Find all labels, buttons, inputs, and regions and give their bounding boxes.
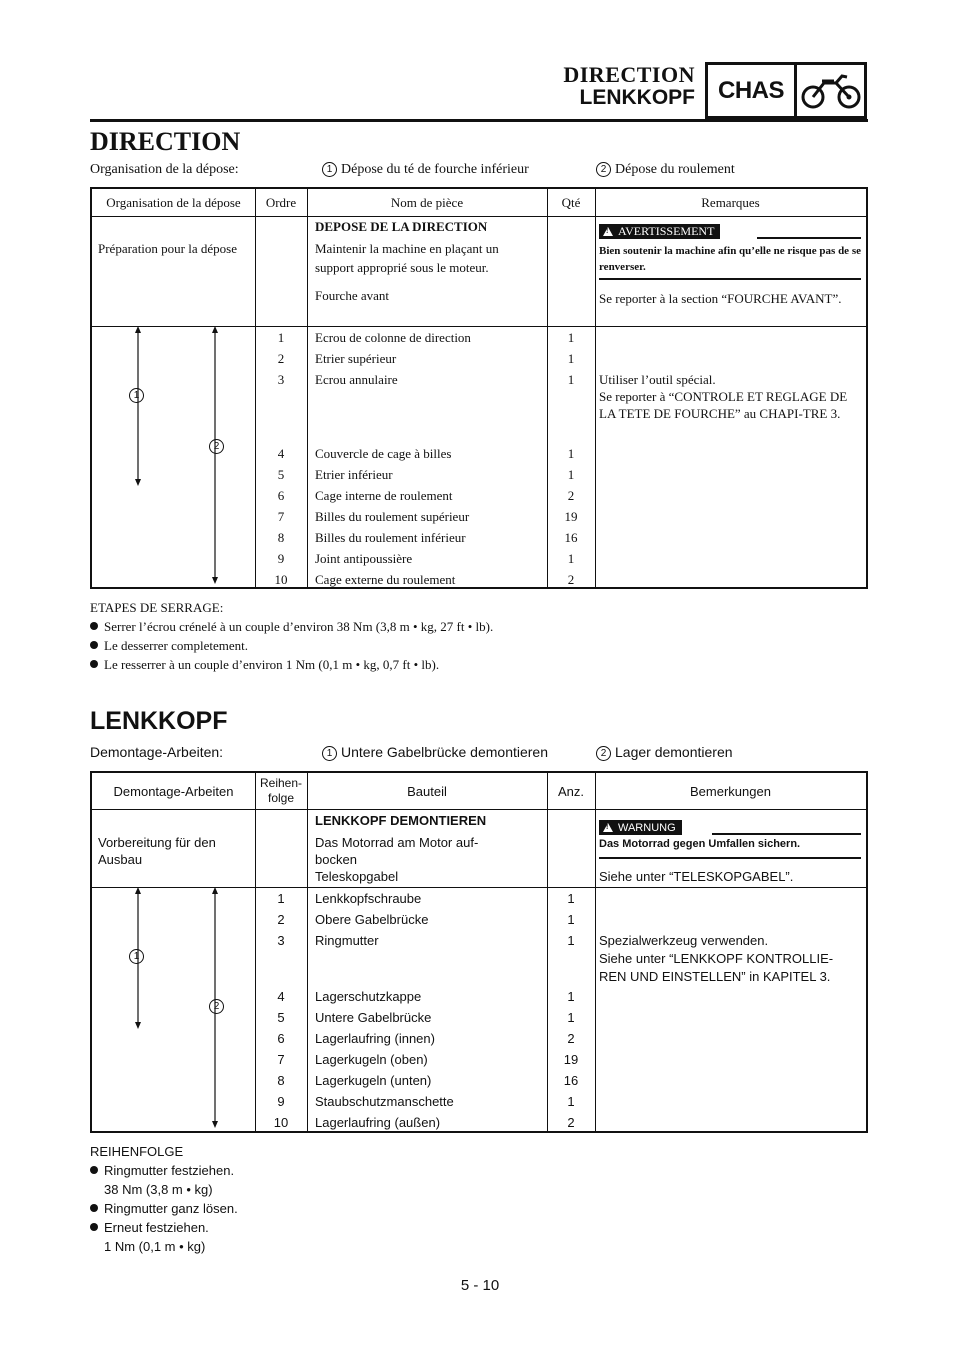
row-part: Lagerkugeln (unten): [315, 1073, 432, 1088]
org-label-de: Demontage-Arbeiten:: [90, 744, 224, 760]
row-order: 9: [277, 1094, 285, 1109]
row-part: Lagerlaufring (außen): [315, 1115, 441, 1130]
bracket-label-de-1: 1: [129, 948, 148, 964]
row-order: 10: [274, 572, 288, 587]
row-order: 10: [273, 1115, 289, 1130]
header-col-remarks: Remarques: [701, 194, 760, 210]
bracket-diagram-de: [92, 887, 255, 1132]
org-item-de-2: 2 Lager demontieren: [596, 744, 733, 761]
prep-item1-fr: Maintenir la machine en plaçant un support approprié sous le moteur.: [315, 241, 499, 275]
table-header-fr: [92, 189, 866, 217]
warning-badge-de: ! WARNUNG: [599, 820, 682, 835]
steps-title-de: REIHENFOLGE: [90, 1144, 184, 1159]
header-col-part: Nom de pièce: [390, 194, 464, 210]
row-order: 2: [277, 351, 285, 366]
header-col-work: Demontage-Arbeiten: [113, 783, 234, 799]
warning-icon: [603, 823, 613, 832]
row-order: 5: [277, 467, 285, 482]
org-item-de-1: 1 Untere Gabelbrücke demontieren: [322, 744, 548, 761]
row-order: 9: [277, 551, 285, 566]
row-part: Etrier supérieur: [315, 351, 397, 366]
motorcycle-icon: [797, 65, 864, 116]
row-order: 3: [277, 933, 285, 948]
row-qty: 1: [567, 467, 575, 482]
row-qty: 1: [567, 351, 575, 366]
row-qty: 2: [567, 1115, 575, 1130]
steps-fr: [90, 598, 493, 674]
row-qty: 1: [567, 912, 575, 927]
row-part: Billes du roulement inférieur: [315, 530, 466, 545]
prep-remark-de: Siehe unter “TELESKOPGABEL”.: [599, 869, 794, 884]
row-qty: 19: [564, 509, 578, 524]
remark-row3-fr: Utiliser l’outil spécial. Se reporter à “CONTROLE ET REGLAGE DE LA TETE DE FOURCHE” au CHAPI-TRE 3.: [599, 372, 848, 421]
row-qty: 1: [567, 551, 575, 566]
row-order: 5: [277, 1010, 285, 1025]
header-col-org: Organisation de la dépose: [106, 194, 241, 210]
row-order: 4: [277, 989, 285, 1004]
warning-text-fr: Bien soutenir la machine afin qu’elle ne risque pas de se renverser.: [599, 245, 861, 273]
prep-label-de: Vorbereitung für den Ausbau: [98, 835, 216, 867]
org-item-fr-1: 1 Dépose du té de fourche inférieur: [322, 162, 529, 178]
row-part: Staubschutzmanschette: [315, 1094, 454, 1109]
row-qty: 2: [567, 572, 575, 587]
prep-remark-fr: Se reporter à la section “FOURCHE AVANT”.: [599, 291, 842, 306]
header-title-fr: DIRECTION: [563, 62, 695, 87]
org-item-fr-2: 2 Dépose du roulement: [596, 162, 735, 178]
row-part: Obere Gabelbrücke: [315, 912, 429, 927]
row-order: 3: [277, 372, 285, 387]
section-badge: [705, 62, 867, 119]
step-de-2: Ringmutter ganz lösen.: [90, 1199, 238, 1218]
parts-table-de: [90, 771, 868, 1133]
row-part: Lagerkugeln (oben): [315, 1052, 428, 1067]
warning-badge-fr: ! AVERTISSEMENT: [599, 224, 720, 239]
prep-item2-fr: Fourche avant: [315, 288, 390, 303]
header-title-de: LENKKOPF: [579, 86, 695, 109]
row-part: Lenkkopfschraube: [315, 891, 422, 906]
prep-item1-de: Das Motorrad am Motor auf- bocken: [315, 835, 479, 867]
row-part: Lagerschutzkappe: [315, 989, 422, 1004]
header-col-qty: Qté: [561, 194, 581, 210]
header-col-order: Ordre: [265, 194, 297, 210]
row-qty: 1: [567, 1094, 575, 1109]
row-part: Lagerlaufring (innen): [315, 1031, 435, 1046]
row-qty: 16: [564, 530, 578, 545]
row-order: 4: [277, 446, 285, 461]
row-part: Cage externe du roulement: [315, 572, 456, 587]
row-qty: 1: [567, 446, 575, 461]
row-part: Untere Gabelbrücke: [315, 1010, 432, 1025]
row-part: Joint antipoussière: [315, 551, 413, 566]
warning-text-de: Das Motorrad gegen Umfallen sichern.: [599, 838, 801, 850]
step-de-3: Erneut festziehen. 1 Nm (0,1 m • kg): [90, 1218, 238, 1256]
row-order: 6: [277, 1031, 285, 1046]
bracket-label-fr-1: 1: [129, 387, 148, 403]
row-qty: 2: [567, 1031, 575, 1046]
row-part: Etrier inférieur: [315, 467, 393, 482]
row-qty: 16: [563, 1073, 579, 1088]
section-code: CHAS: [708, 65, 797, 116]
remark-row3-de: Spezialwerkzeug verwenden. Siehe unter “LENKKOPF KONTROLLIE- REN UND EINSTELLEN” in KAPITEL 3.: [599, 933, 834, 984]
row-qty: 1: [567, 891, 575, 906]
header-col-notes: Bemerkungen: [690, 783, 771, 799]
row-part: Couvercle de cage à billes: [315, 446, 452, 461]
header-col-sequence: Reihen- folge: [259, 776, 303, 805]
page-number: 5 - 10: [460, 1277, 500, 1294]
row-qty: 2: [567, 488, 575, 503]
prep-heading-fr: DEPOSE DE LA DIRECTION: [315, 219, 488, 234]
steps-de: [90, 1142, 238, 1256]
header-col-count: Anz.: [557, 783, 584, 799]
step-fr-1: Serrer l’écrou crénelé à un couple d’environ 38 Nm (3,8 m • kg, 27 ft • lb).: [90, 617, 493, 636]
step-fr-3: Le resserrer à un couple d’environ 1 Nm (0,1 m • kg, 0,7 ft • lb).: [90, 655, 493, 674]
header-rule: [90, 119, 868, 122]
parts-table-fr: [90, 187, 868, 589]
row-qty: 1: [567, 372, 575, 387]
step-de-1: Ringmutter festziehen. 38 Nm (3,8 m • kg): [90, 1161, 238, 1199]
step-fr-2: Le desserrer completement.: [90, 636, 493, 655]
prep-item2-de: Teleskopgabel: [315, 869, 399, 884]
row-order: 8: [277, 530, 285, 545]
row-qty: 1: [567, 989, 575, 1004]
row-part: Ecrou annulaire: [315, 372, 398, 387]
bracket-label-fr-2: 2: [209, 438, 228, 454]
row-qty: 1: [567, 1010, 575, 1025]
row-order: 2: [277, 912, 285, 927]
prep-label-fr: Préparation pour la dépose: [98, 241, 237, 256]
row-part: Cage interne de roulement: [315, 488, 453, 503]
row-order: 6: [277, 488, 285, 503]
row-part: Ringmutter: [315, 933, 379, 948]
row-part: Billes du roulement supérieur: [315, 509, 470, 524]
section-title-fr: DIRECTION: [90, 127, 241, 156]
bracket-diagram-fr: [92, 326, 255, 588]
table-header-de: [92, 773, 866, 810]
warning-icon: [603, 227, 613, 236]
row-order: 7: [277, 1052, 285, 1067]
org-label-fr: Organisation de la dépose:: [90, 162, 239, 177]
row-order: 1: [277, 891, 285, 906]
steps-title-fr: ETAPES DE SERRAGE:: [90, 600, 224, 615]
row-part: Ecrou de colonne de direction: [315, 330, 471, 345]
row-qty: 1: [567, 933, 575, 948]
header-col-component: Bauteil: [407, 783, 447, 799]
row-order: 1: [277, 330, 285, 345]
row-order: 7: [277, 509, 285, 524]
section-title-de: LENKKOPF: [90, 707, 228, 735]
bracket-label-de-2: 2: [209, 998, 228, 1014]
row-order: 8: [277, 1073, 285, 1088]
prep-heading-de: LENKKOPF DEMONTIEREN: [315, 813, 487, 828]
row-qty: 19: [563, 1052, 579, 1067]
row-qty: 1: [567, 330, 575, 345]
